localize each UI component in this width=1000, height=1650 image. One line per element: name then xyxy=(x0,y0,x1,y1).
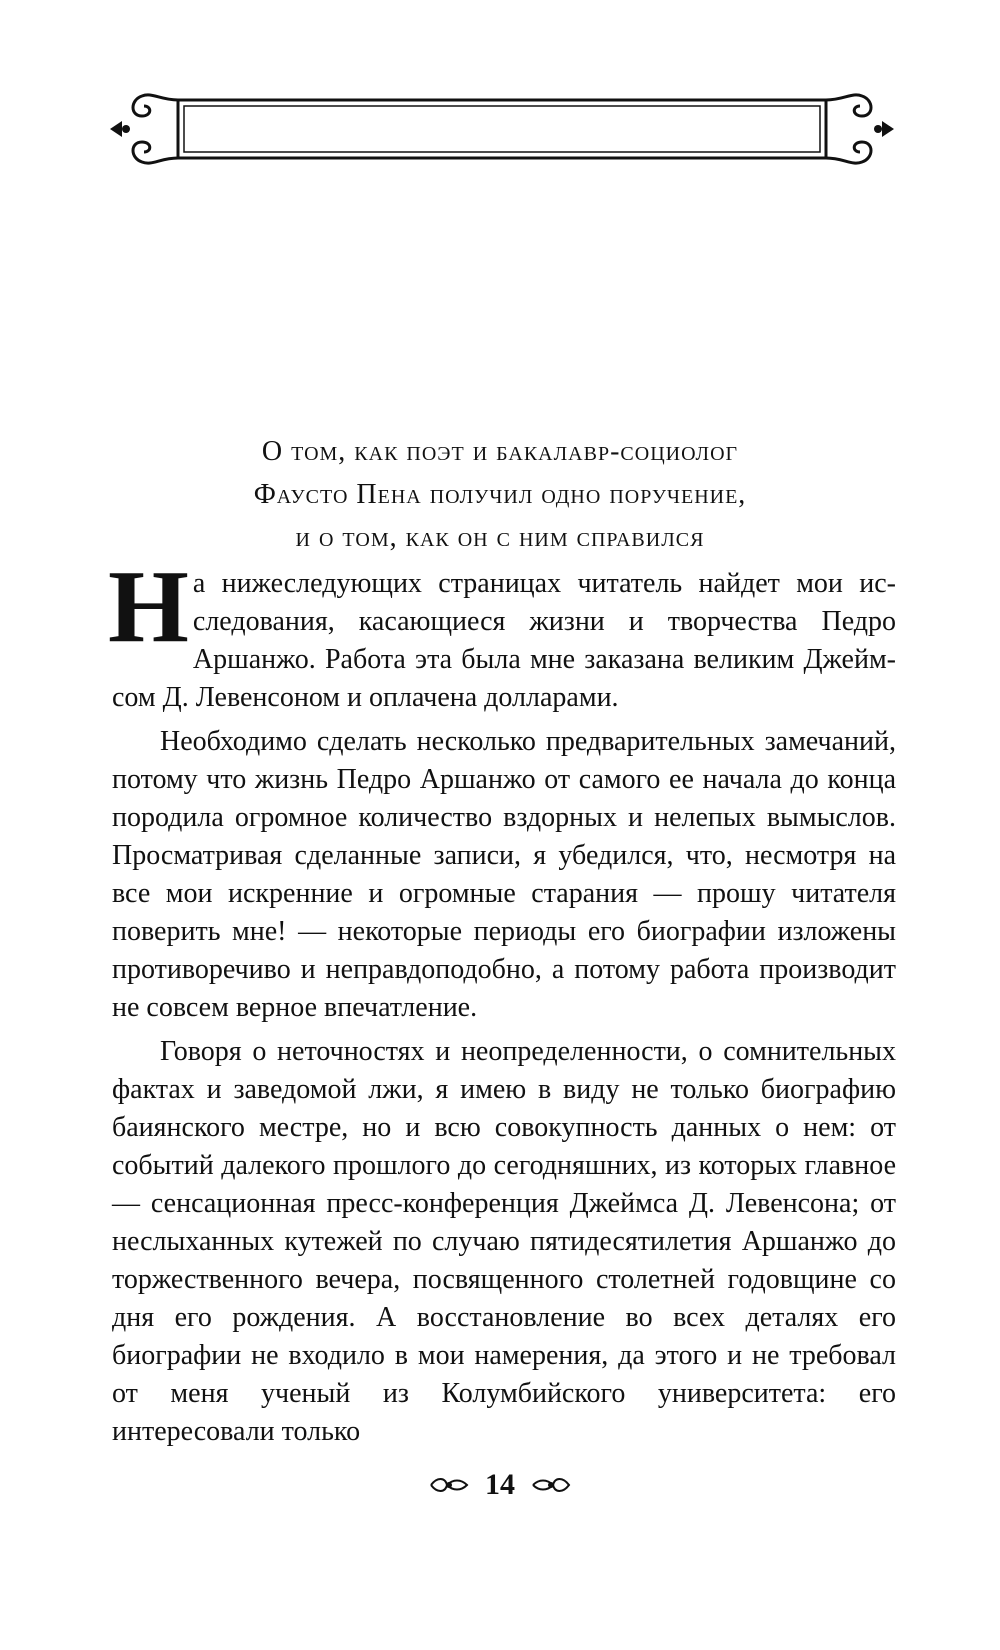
chapter-title-line: О том, как поэт и бакалавр-социолог xyxy=(261,436,739,467)
body-text xyxy=(108,549,896,1457)
paragraph: Необходимо сделать несколько предварительных замечаний, потому что жизнь Педро Аршанжо от самого ее начала до конца породила огромное количество вздорных и нелепых вымыслов. Просматривая сделанные записи, я убедился, что, несмотря на все мои искренние и огромные старания — прошу читателя поверить мне! — некоторые периоды его биографии изложены противоречиво и неправдоподобно, а потому работа производит не совсем верное впечатление. xyxy=(112,726,896,1023)
page-number: 14 xyxy=(485,1468,515,1501)
chapter-title-line: Фаусто Пена получил одно поручение, xyxy=(253,479,747,510)
paragraph-text: а нижеследующих страницах читатель найдет мои исследования, касающиеся жизни и творчества Педро Аршанжо. Работа эта была мне заказана великим Джеймсом Д. Левенсоном и оплачена долларами. xyxy=(112,568,896,713)
fleuron-right-icon xyxy=(529,1475,573,1495)
chapter-title-line: и о том, как он с ним справился xyxy=(295,522,705,553)
decorative-frame-ornament xyxy=(108,88,896,170)
fleuron-left-icon xyxy=(427,1475,471,1495)
page-footer xyxy=(0,1460,1000,1510)
drop-cap: Н xyxy=(108,549,189,664)
paragraph xyxy=(108,549,896,717)
chapter-title xyxy=(100,430,900,559)
paragraph: Говоря о неточностях и неопределенности, о сомнительных фактах и заведомой лжи, я имею в виду не только биографию баиянского местре, но и всю совокупность данных о нем: от событий далекого прошлого до сегодняшних, из которых главное — сенсационная пресс-конференция Джеймса Д. Левенсона; от неслыханных кутежей по случаю пятидесятилетия Аршанжо до торжественного вечера, посвященного столетней годовщине со дня его рождения. А восстановление во всех деталях его биографии не входило в мои намерения, да этого и не требовал от меня ученый из Колумбийского университета: его интересовали только xyxy=(112,1036,896,1447)
